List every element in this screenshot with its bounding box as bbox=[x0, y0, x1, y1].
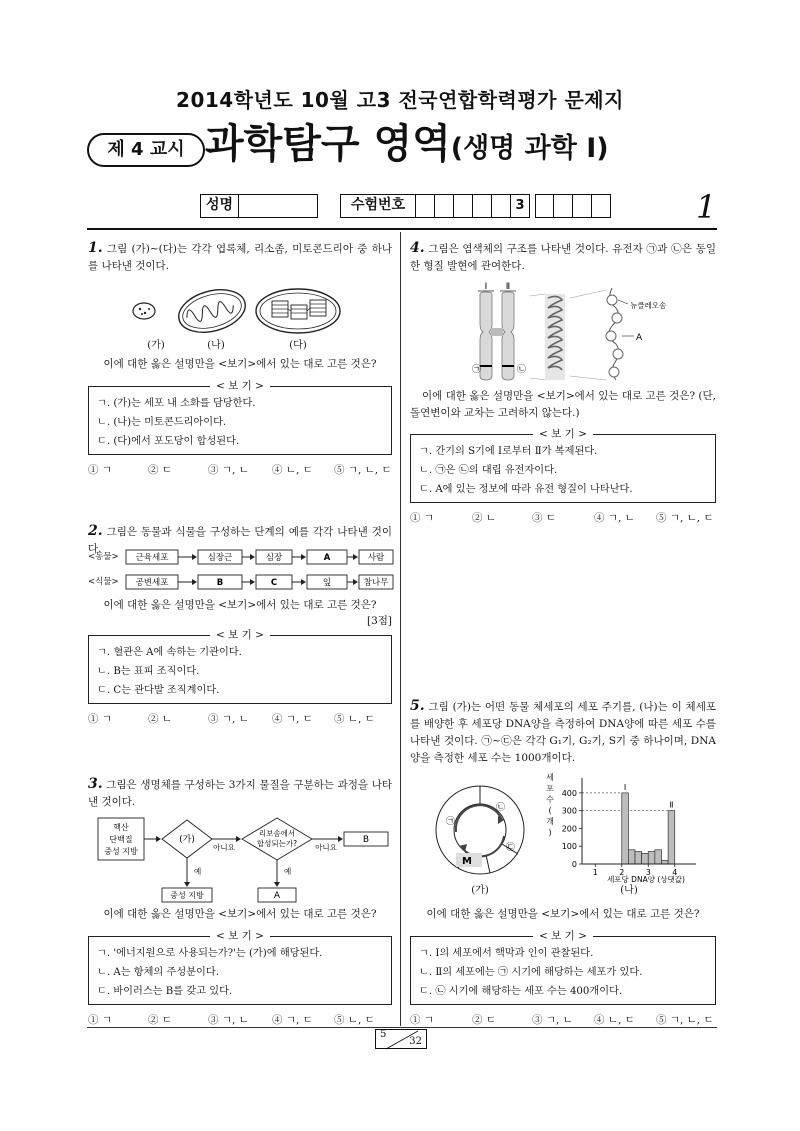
bogi-title: < 보 기 > bbox=[533, 428, 593, 440]
histogram-bar bbox=[635, 852, 642, 864]
ylabel-char: 수 bbox=[546, 795, 554, 804]
output-fat: 중성 지방 bbox=[170, 891, 204, 900]
answer-choices bbox=[88, 462, 392, 478]
choice-4[interactable]: ④ ㄴ, ㄷ bbox=[594, 1014, 635, 1026]
exam-digit-box[interactable] bbox=[492, 194, 511, 218]
ylabel-char: 개 bbox=[546, 817, 554, 826]
exam-digit-box[interactable] bbox=[535, 194, 554, 218]
bogi-box bbox=[88, 930, 392, 1005]
output-b: B bbox=[362, 835, 370, 845]
figure-label-ga: (가) bbox=[471, 885, 489, 896]
x-tick-label: 2 bbox=[619, 868, 625, 877]
lysosome-drawing bbox=[133, 303, 155, 319]
chromatin-coil bbox=[530, 294, 565, 380]
bogi-item: ㄱ. Ⅰ의 세포에서 핵막과 인이 관찰된다. bbox=[419, 948, 594, 959]
question-5 bbox=[410, 698, 716, 767]
figure-label-ga: (가) bbox=[147, 340, 165, 351]
dna-a-label: A bbox=[636, 333, 643, 343]
exam-digit-box[interactable] bbox=[435, 194, 454, 218]
answer-choices bbox=[410, 1012, 716, 1028]
choice-2[interactable]: ② ㄷ bbox=[148, 1014, 172, 1026]
diamond-2-line-2: 합성되는가? bbox=[256, 839, 298, 848]
mitochondrion-drawing bbox=[174, 283, 250, 339]
choice-3[interactable]: ③ ㄱ, ㄴ bbox=[208, 464, 249, 476]
cycle-label-m: M bbox=[462, 856, 472, 867]
period-badge: 제 4 교시 bbox=[87, 133, 205, 167]
choice-5[interactable]: ⑤ ㄱ, ㄴ, ㄷ bbox=[334, 464, 392, 476]
ylabel-char: 포 bbox=[546, 784, 554, 793]
plant-step-1: 공변세포 bbox=[135, 578, 169, 588]
bogi-box bbox=[88, 380, 392, 455]
diamond-2-line-1: 리보솜에서 bbox=[258, 829, 296, 838]
histogram-bar bbox=[648, 852, 655, 864]
top-rule bbox=[87, 228, 717, 230]
x-tick-label: 1 bbox=[592, 868, 598, 877]
cycle-label-b: ㉡ bbox=[496, 803, 506, 813]
bogi-box bbox=[410, 428, 716, 503]
exam-number-label: 수험번호 bbox=[340, 194, 416, 218]
choice-2[interactable]: ② ㄷ bbox=[472, 1014, 496, 1026]
chart-xlabel: 세포당 DNA양 (상댓값) bbox=[607, 875, 685, 884]
question-text: 그림은 생명체를 구성하는 3가지 물질을 구분하는 과정을 나타낸 것이다. bbox=[88, 779, 392, 808]
diamond-1-label: (가) bbox=[179, 835, 195, 845]
gene-label-b: ㉡ bbox=[517, 365, 527, 375]
question-1-body bbox=[88, 356, 392, 478]
bogi-item: ㄱ. (가)는 세포 내 소화를 담당한다. bbox=[97, 398, 256, 409]
choice-2[interactable]: ② ㄷ bbox=[148, 464, 172, 476]
bogi-box bbox=[410, 930, 716, 1005]
plant-row bbox=[88, 575, 393, 589]
choice-1[interactable]: ① ㄱ bbox=[88, 713, 112, 725]
question-stem: 이에 대한 옳은 설명만을 <보기>에서 있는 대로 고른 것은? bbox=[103, 599, 377, 611]
question-number: 3. bbox=[88, 776, 103, 792]
footer-page-indicator bbox=[375, 1029, 427, 1049]
question-number: 1. bbox=[88, 240, 103, 256]
cell-cycle-diagram bbox=[432, 780, 530, 880]
bogi-box bbox=[88, 629, 392, 704]
animal-label: <동물> bbox=[88, 552, 119, 562]
page-number: 1 bbox=[696, 188, 717, 226]
chloroplast-drawing bbox=[256, 289, 340, 333]
choice-5[interactable]: ⑤ ㄴ, ㄷ bbox=[334, 713, 375, 725]
question-stem: 이에 대한 옳은 설명만을 <보기>에서 있는 대로 고른 것은? bbox=[103, 358, 377, 370]
histogram-bar bbox=[628, 850, 635, 864]
question-4 bbox=[410, 240, 716, 275]
animal-step-5: 사람 bbox=[367, 553, 385, 563]
y-tick-label: 100 bbox=[561, 842, 577, 852]
cycle-label-c: ㉢ bbox=[506, 843, 516, 853]
choice-3[interactable]: ③ ㄱ, ㄴ bbox=[208, 713, 249, 725]
question-4-body bbox=[410, 388, 716, 526]
x-tick-label: 4 bbox=[672, 868, 678, 877]
peak-label-1: Ⅰ bbox=[623, 782, 627, 792]
choice-5[interactable]: ⑤ ㄱ, ㄴ, ㄷ bbox=[656, 1014, 714, 1026]
gene-label-a: ㉠ bbox=[472, 365, 482, 375]
question-text: 그림 (가)는 어떤 동물 체세포의 세포 주기를, (나)는 이 체세포를 배양한 후 세포당 DNA양을 측정하여 DNA양에 따른 세포 수를 나타낸 것이다. ㉠~㉢은 각각 G₁기, G₂기, S기 중 하나이며, DNA양을 측정한 세포 수는 1000개이다. bbox=[410, 701, 716, 764]
bogi-item: ㄷ. (다)에서 포도당이 합성된다. bbox=[97, 436, 240, 447]
histogram-bar bbox=[642, 853, 649, 864]
nucleosome-label: 뉴클레오솜 bbox=[630, 301, 667, 310]
choice-4[interactable]: ④ ㄱ, ㄷ bbox=[272, 1014, 313, 1026]
bogi-item: ㄴ. (나)는 미토콘드리아이다. bbox=[97, 417, 227, 428]
question-stem: 이에 대한 옳은 설명만을 <보기>에서 있는 대로 고른 것은? bbox=[103, 908, 377, 920]
question-3 bbox=[88, 776, 392, 811]
exam-digit-box[interactable] bbox=[554, 194, 573, 218]
subject-title bbox=[205, 120, 609, 168]
question-3-body bbox=[88, 906, 392, 1028]
name-label: 성명 bbox=[200, 194, 238, 218]
footer-total-pages: 32 bbox=[409, 1036, 422, 1047]
dna-histogram bbox=[538, 772, 718, 884]
bogi-item: ㄷ. ㉡ 시기에 해당하는 세포 수는 400개이다. bbox=[419, 986, 623, 997]
question-text: 그림은 동물과 식물을 구성하는 단계의 예를 각각 나타낸 것이다. bbox=[88, 526, 392, 555]
student-info-table bbox=[200, 194, 611, 218]
plant-label: <식물> bbox=[88, 577, 119, 587]
choice-1[interactable]: ① ㄱ bbox=[88, 464, 112, 476]
question-2-body bbox=[88, 597, 392, 727]
exam-digit-box[interactable] bbox=[592, 194, 611, 218]
bogi-item: ㄴ. B는 표피 조직이다. bbox=[97, 666, 200, 677]
ylabel-char: ) bbox=[548, 828, 552, 837]
choice-1[interactable]: ① ㄱ bbox=[88, 1014, 112, 1026]
choice-3[interactable]: ③ ㄱ, ㄴ bbox=[532, 1014, 573, 1026]
question-text: 그림 (가)~(다)는 각각 엽록체, 리소좀, 미토콘드리아 중 하나를 나타낸 것이다. bbox=[88, 243, 392, 272]
footer-current-page: 5 bbox=[380, 1029, 387, 1040]
cycle-label-a: ㉠ bbox=[446, 817, 456, 827]
bogi-title: < 보 기 > bbox=[533, 930, 593, 942]
answer-choices bbox=[410, 510, 716, 526]
name-field[interactable] bbox=[238, 194, 318, 218]
choice-5[interactable]: ⑤ ㄴ, ㄷ bbox=[334, 1014, 375, 1026]
plant-step-2: B bbox=[216, 578, 224, 588]
chart-ylabel bbox=[546, 772, 554, 837]
question-number: 2. bbox=[88, 523, 103, 539]
bogi-title: < 보 기 > bbox=[210, 930, 270, 942]
choice-4[interactable]: ④ ㄱ, ㄷ bbox=[272, 713, 313, 725]
plant-step-4: 잎 bbox=[322, 578, 332, 588]
chromatid-label-2: Ⅱ bbox=[505, 282, 511, 292]
histogram-bar bbox=[622, 793, 629, 864]
flow-item-2: 단백질 bbox=[109, 835, 133, 844]
answer-choices bbox=[88, 711, 392, 727]
bogi-title: < 보 기 > bbox=[210, 380, 270, 392]
exam-digit-box[interactable] bbox=[454, 194, 473, 218]
question-5-body bbox=[410, 906, 716, 1028]
exam-digit-box[interactable] bbox=[573, 194, 592, 218]
choice-4[interactable]: ④ ㄴ, ㄷ bbox=[272, 464, 313, 476]
choice-1[interactable]: ① ㄱ bbox=[410, 512, 434, 524]
choice-3[interactable]: ③ ㄷ bbox=[532, 512, 556, 524]
choice-2[interactable]: ② ㄴ bbox=[472, 512, 496, 524]
y-tick-label: 400 bbox=[561, 788, 577, 798]
output-a: A bbox=[273, 891, 281, 901]
subject-sub: (생명 과학 Ⅰ) bbox=[450, 133, 609, 164]
y-tick-label: 0 bbox=[571, 860, 577, 869]
question-text: 그림은 염색체의 구조를 나타낸 것이다. 유전자 ㉠과 ㉡은 동일한 형질 발현에 관여한다. bbox=[410, 243, 717, 272]
bogi-item: ㄷ. 바이러스는 B를 갖고 있다. bbox=[97, 986, 233, 997]
animal-step-4: A bbox=[323, 553, 331, 563]
ylabel-char: ( bbox=[548, 806, 552, 815]
classification-flowchart bbox=[96, 812, 392, 904]
chromatid-label-1: Ⅰ bbox=[484, 282, 488, 292]
exam-digit-box[interactable] bbox=[416, 194, 435, 218]
y-tick-label: 200 bbox=[561, 824, 577, 834]
bogi-item: ㄴ. Ⅱ의 세포에는 ㉠ 시기에 해당하는 세포가 있다. bbox=[419, 967, 643, 978]
organization-levels-figure bbox=[88, 545, 394, 597]
animal-step-2: 심장근 bbox=[207, 553, 233, 563]
bogi-item: ㄷ. A에 있는 정보에 따라 유전 형질이 나타난다. bbox=[419, 484, 633, 495]
choice-2[interactable]: ② ㄴ bbox=[148, 713, 172, 725]
points-label: [3점] bbox=[366, 615, 392, 627]
y-tick-label: 300 bbox=[561, 806, 577, 816]
bogi-item: ㄴ. A는 항체의 주성분이다. bbox=[97, 967, 219, 978]
exam-number-boxes bbox=[416, 194, 611, 218]
question-stem: 이에 대한 옳은 설명만을 <보기>에서 있는 대로 고른 것은? (단, 돌연변이와 교차는 고려하지 않는다.) bbox=[410, 390, 716, 419]
chromosome-figure bbox=[470, 280, 680, 382]
no-label-2: 아니요 bbox=[315, 843, 337, 852]
question-1 bbox=[88, 240, 392, 275]
bogi-item: ㄱ. 혈관은 A에 속하는 기관이다. bbox=[97, 647, 242, 658]
figure-label-na: (나) bbox=[620, 885, 638, 896]
choice-4[interactable]: ④ ㄱ, ㄴ bbox=[594, 512, 635, 524]
plant-step-5: 참나무 bbox=[363, 578, 389, 588]
figure-label-da: (다) bbox=[289, 340, 307, 351]
question-stem: 이에 대한 옳은 설명만을 <보기>에서 있는 대로 고른 것은? bbox=[426, 908, 700, 920]
animal-step-1: 근육세포 bbox=[135, 553, 169, 563]
flow-item-3: 중성 지방 bbox=[104, 847, 138, 856]
histogram-bar bbox=[668, 811, 675, 864]
exam-digit-box[interactable] bbox=[473, 194, 492, 218]
exam-header-title: 2014학년도 10월 고3 전국연합학력평가 문제지 bbox=[176, 88, 624, 112]
figure-label-na: (나) bbox=[207, 340, 225, 351]
ylabel-char: 세 bbox=[546, 773, 554, 782]
column-divider bbox=[400, 232, 401, 1026]
question-number: 4. bbox=[410, 240, 425, 256]
yes-label-2: 예 bbox=[284, 867, 292, 876]
no-label-1: 아니요 bbox=[213, 843, 235, 852]
choice-3[interactable]: ③ ㄱ, ㄴ bbox=[208, 1014, 249, 1026]
answer-choices bbox=[88, 1012, 392, 1028]
bogi-item: ㄷ. C는 관다발 조직계이다. bbox=[97, 685, 220, 696]
flow-item-1: 핵산 bbox=[113, 823, 129, 832]
animal-row bbox=[88, 550, 393, 564]
x-tick-label: 3 bbox=[645, 868, 651, 877]
animal-step-3: 심장 bbox=[265, 553, 283, 563]
chromosome-drawing bbox=[480, 292, 514, 380]
choice-5[interactable]: ⑤ ㄱ, ㄴ, ㄷ bbox=[656, 512, 714, 524]
choice-1[interactable]: ① ㄱ bbox=[410, 1014, 434, 1026]
nucleosome-string bbox=[570, 288, 623, 380]
question-number: 5. bbox=[410, 698, 425, 714]
histogram-bar bbox=[662, 860, 669, 864]
bogi-title: < 보 기 > bbox=[210, 629, 270, 641]
subject-main: 과학탐구 영역 bbox=[205, 121, 451, 167]
peak-label-2: Ⅱ bbox=[669, 800, 674, 810]
plant-step-3: C bbox=[270, 578, 278, 588]
exam-digit-box-filled[interactable]: 3 bbox=[511, 194, 530, 218]
bogi-item: ㄱ. 간기의 S기에 Ⅰ로부터 Ⅱ가 복제된다. bbox=[419, 446, 598, 457]
bogi-item: ㄱ. '에너지원으로 사용되는가?'는 (가)에 해당된다. bbox=[97, 948, 323, 959]
yes-label-1: 예 bbox=[194, 867, 202, 876]
histogram-bar bbox=[655, 850, 662, 864]
bogi-item: ㄴ. ㉠은 ㉡의 대립 유전자이다. bbox=[419, 465, 558, 476]
